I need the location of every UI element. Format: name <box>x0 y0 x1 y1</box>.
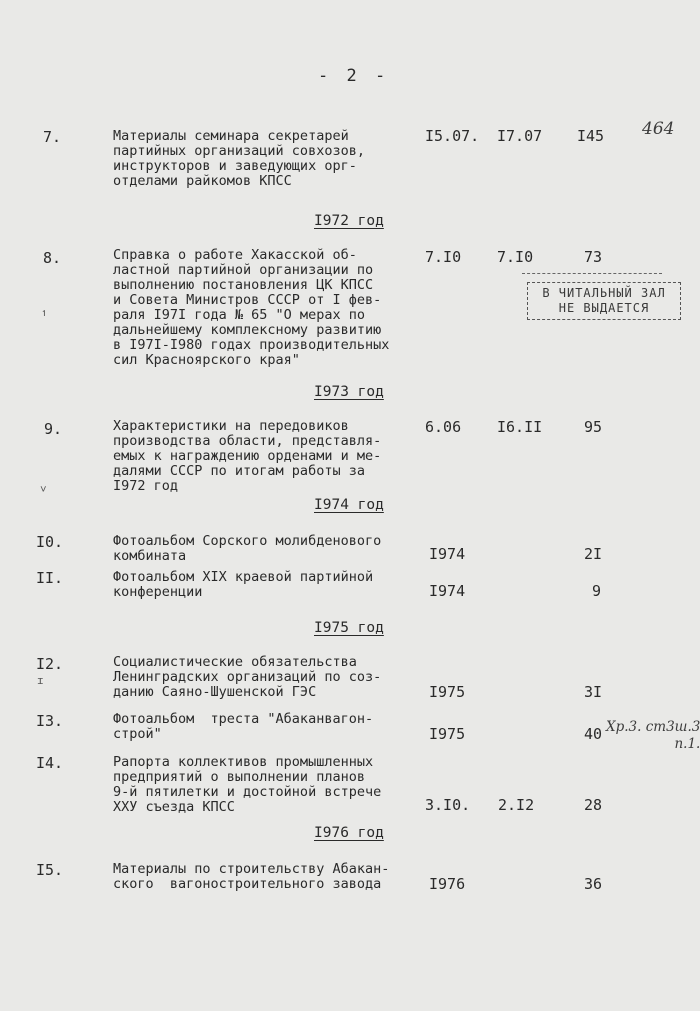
entry-12-number: I2. <box>36 655 64 673</box>
entry-11-year: I974 <box>429 582 466 600</box>
entry-14-page-count: 28 <box>584 796 603 814</box>
entry-15-number: I5. <box>36 861 64 879</box>
entry-13-number: I3. <box>36 712 64 730</box>
entry-10-year: I974 <box>429 545 466 563</box>
entry-9-description: Характеристики на передовиков производства области, представля- емых к награждению орденами и ме- далями СССР по итогам работы за I972 год <box>113 418 382 494</box>
entry-8-number: 8. <box>43 249 62 267</box>
page-number: - 2 - <box>318 66 390 86</box>
year-heading-1974: I974 год <box>314 497 384 513</box>
entry-13-year: I975 <box>429 725 466 743</box>
entry-13-handwritten-note: Хр.3. ст3ш.3 п.1. <box>606 719 700 752</box>
margin-mark: ↿ <box>41 306 48 319</box>
entry-12-year: I975 <box>429 683 466 701</box>
reading-room-stamp <box>527 282 681 320</box>
entry-14-start-date: 3.I0. <box>425 796 471 814</box>
year-heading-1972: I972 год <box>314 213 384 229</box>
entry-8-end-date: 7.I0 <box>497 248 534 266</box>
margin-mark: ɪ <box>37 674 44 687</box>
entry-8-description: Справка о работе Хакасской об- ластной партийной организации по выполнению постановления ЦК КПСС и Совета Министров СССР от I фев- раля I97I года № 65 "О мерах по дальнейшему комплексному развитию в I97I-I980 годах производительных сил Красноярского края" <box>113 247 390 368</box>
entry-7-start-date: I5.07. <box>425 127 480 145</box>
entry-7-page-count: I45 <box>577 127 605 145</box>
entry-11-page-count: 9 <box>592 582 602 600</box>
entry-14-end-date: 2.I2 <box>498 796 535 814</box>
entry-10-page-count: 2I <box>584 545 603 563</box>
stamp-rule <box>522 273 662 274</box>
entry-8-start-date: 7.I0 <box>425 248 462 266</box>
entry-11-description: Фотоальбом XIX краевой партийной конференции <box>113 569 374 600</box>
entry-9-number: 9. <box>44 420 63 438</box>
entry-15-year: I976 <box>429 875 466 893</box>
entry-15-description: Материалы по строительству Абакан- ского вагоностроительного завода <box>113 861 390 892</box>
stamp-line-2: НЕ ВЫДАЕТСЯ <box>558 301 650 315</box>
margin-mark: ˅ <box>40 483 47 496</box>
entry-10-number: I0. <box>36 533 64 551</box>
entry-7-end-date: I7.07 <box>497 127 543 145</box>
year-heading-1973: I973 год <box>314 384 384 400</box>
entry-14-number: I4. <box>36 754 64 772</box>
entry-9-end-date: I6.II <box>497 418 543 436</box>
entry-9-start-date: 6.06 <box>425 418 462 436</box>
entry-9-page-count: 95 <box>584 418 603 436</box>
entry-14-description: Рапорта коллективов промышленных предприятий о выполнении планов 9-й пятилетки и достойной встрече XXУ съезда КПСС <box>113 754 382 815</box>
entry-13-description: Фотоальбом треста "Абаканвагон- строй" <box>113 711 374 742</box>
entry-7-description: Материалы семинара секретарей партийных организаций совхозов, инструкторов и заведующих орг- отделами райкомов КПСС <box>113 128 365 189</box>
entry-7-handwritten-note: 464 <box>642 119 675 139</box>
entry-8-page-count: 73 <box>584 248 603 266</box>
entry-15-page-count: 36 <box>584 875 603 893</box>
entry-13-page-count: 40 <box>584 725 603 743</box>
entry-11-number: II. <box>36 569 64 587</box>
entry-7-number: 7. <box>43 128 62 146</box>
year-heading-1975: I975 год <box>314 620 384 636</box>
entry-12-page-count: 3I <box>584 683 603 701</box>
year-heading-1976: I976 год <box>314 825 384 841</box>
stamp-line-1: В ЧИТАЛЬНЫЙ ЗАЛ <box>542 286 666 300</box>
entry-12-description: Социалистические обязательства Ленинградских организаций по соз- данию Саяно-Шушенской ГЭС <box>113 654 382 700</box>
entry-10-description: Фотоальбом Сорского молибденового комбината <box>113 533 382 564</box>
